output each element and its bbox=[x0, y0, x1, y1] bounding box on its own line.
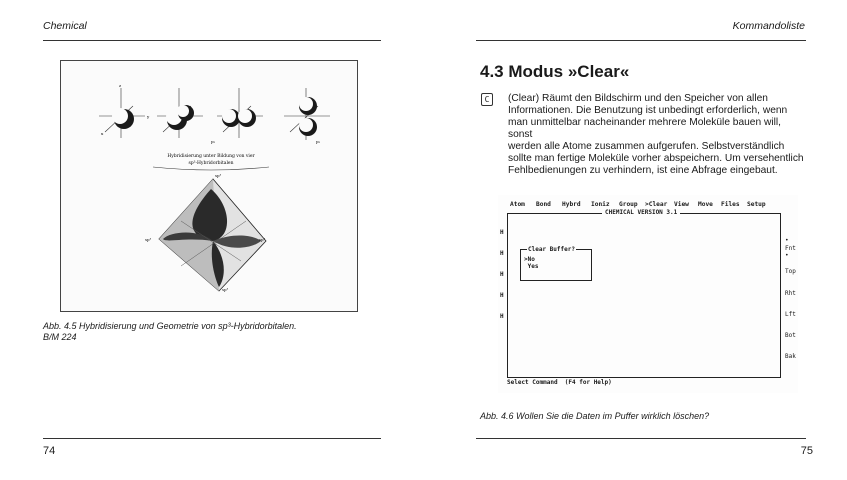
side-button-rht[interactable]: Rht bbox=[785, 290, 796, 297]
side-button-bot[interactable]: Bot bbox=[785, 332, 796, 339]
right-page-header: Kommandoliste bbox=[732, 20, 805, 32]
paragraph-line: werden alle Atome zusammen aufgerufen. Selbstverständlich bbox=[508, 141, 785, 152]
label-pz-2: p₂ bbox=[316, 139, 321, 144]
dialog-option-yes[interactable]: Yes bbox=[524, 263, 539, 270]
side-button-bak[interactable]: Bak bbox=[785, 353, 796, 360]
orbital-py bbox=[217, 88, 263, 138]
orbital-pz bbox=[284, 88, 330, 140]
orbital-illustration bbox=[61, 61, 357, 311]
brace-line bbox=[153, 167, 269, 170]
drawing-area[interactable] bbox=[507, 213, 781, 378]
left-footer-rule bbox=[43, 438, 381, 439]
program-title: CHEMICAL VERSION 3.1 bbox=[602, 209, 680, 216]
menu-item-atom[interactable]: Atom bbox=[510, 201, 525, 208]
section-paragraph bbox=[508, 93, 808, 177]
dialog-title: Clear Buffer? bbox=[528, 246, 575, 253]
left-atom-markers: H H H H H bbox=[500, 229, 504, 320]
right-page-number: 75 bbox=[800, 445, 813, 457]
orbital-s bbox=[99, 88, 145, 138]
paragraph-line: man unmittelbar nacheinander mehrere Moleküle bauen will, sonst bbox=[508, 117, 781, 140]
paragraph-line: Fehlbedienungen zu verhindern, ist eine Abfrage eingebaut. bbox=[508, 165, 778, 176]
left-page-number: 74 bbox=[43, 445, 56, 457]
side-marker-top: • bbox=[785, 237, 789, 244]
dialog-option-no[interactable]: >No bbox=[524, 256, 535, 263]
orbital-px bbox=[157, 88, 203, 138]
axis-label-x: x bbox=[101, 131, 104, 136]
left-figure-caption-line2: B/M 224 bbox=[43, 332, 77, 342]
right-footer-rule bbox=[476, 438, 806, 439]
clear-buffer-dialog bbox=[520, 246, 592, 281]
right-header-rule bbox=[476, 40, 806, 41]
paragraph-line: Informationen. Die Benutzung ist unbedingt erforderlich, wenn bbox=[508, 105, 788, 116]
section-title: 4.3 Modus »Clear« bbox=[480, 62, 630, 81]
label-pz-1: p₂ bbox=[211, 139, 216, 144]
side-marker-bottom: • bbox=[785, 252, 789, 259]
left-figure-caption-line1: Abb. 4.5 Hybridisierung und Geometrie von sp³-Hybridorbitalen. bbox=[43, 321, 297, 331]
menu-item-clear[interactable]: >Clear bbox=[645, 201, 668, 208]
status-line: Select Command (F4 for Help) bbox=[507, 379, 612, 386]
left-page-header: Chemical bbox=[43, 20, 87, 32]
hybridization-figure bbox=[60, 60, 358, 312]
side-button-lft[interactable]: Lft bbox=[785, 311, 796, 318]
program-screenshot bbox=[498, 195, 798, 393]
sp3-label-right: sp³ bbox=[259, 237, 266, 242]
menu-item-view[interactable]: View bbox=[674, 201, 689, 208]
menu-item-files[interactable]: Files bbox=[721, 201, 740, 208]
paragraph-line: (Clear) Räumt den Bildschirm und den Speicher von allen bbox=[508, 93, 768, 104]
clear-key-icon: C bbox=[481, 93, 493, 106]
side-button-top[interactable]: Top bbox=[785, 268, 796, 275]
menu-item-bond[interactable]: Bond bbox=[536, 201, 551, 208]
sp3-label-top: sp³ bbox=[215, 173, 222, 178]
menu-item-move[interactable]: Move bbox=[698, 201, 713, 208]
side-button-fnt[interactable]: Fnt bbox=[785, 245, 796, 252]
menu-item-setup[interactable]: Setup bbox=[747, 201, 766, 208]
axis-label-y: y bbox=[147, 114, 150, 119]
tetrahedral-sp3-drawing bbox=[159, 179, 266, 291]
paragraph-line: sollte man fertige Moleküle vorher abspeichern. Um versehentlich bbox=[508, 153, 804, 164]
menu-item-hybrd[interactable]: Hybrd bbox=[562, 201, 581, 208]
sp3-label-left: sp³ bbox=[145, 237, 152, 242]
sp3-label-bottom: sp³ bbox=[222, 287, 229, 292]
axis-label-z: z bbox=[119, 83, 122, 88]
menu-item-group[interactable]: Group bbox=[619, 201, 638, 208]
left-header-rule bbox=[43, 40, 381, 41]
inner-caption-line1: Hybridisierung unter Bildung von vier bbox=[167, 154, 255, 159]
inner-caption-line2: sp³-Hybridorbitalen bbox=[188, 161, 234, 166]
menu-item-ioniz[interactable]: Ioniz bbox=[591, 201, 610, 208]
right-figure-caption: Abb. 4.6 Wollen Sie die Daten im Puffer wirklich löschen? bbox=[480, 411, 710, 421]
